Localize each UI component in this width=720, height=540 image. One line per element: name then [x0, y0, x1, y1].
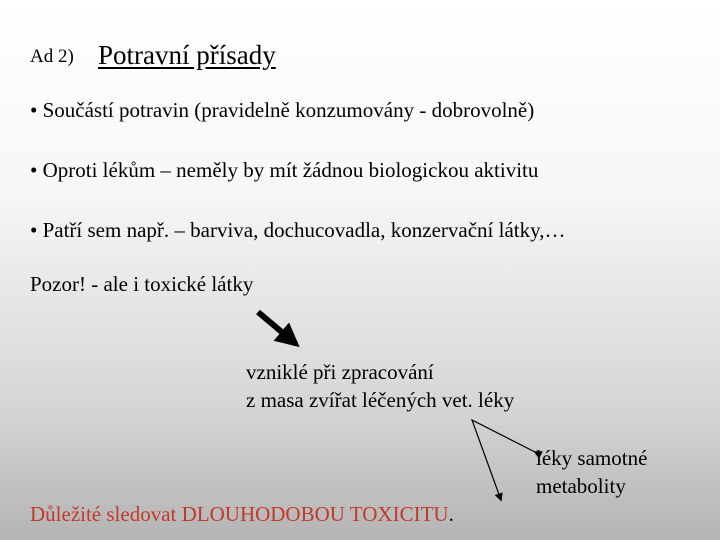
bullet-item: • Oproti lékům – neměly by mít žádnou biologickou aktivitu — [30, 158, 539, 182]
footer-highlight: Důležité sledovat DLOUHODOBOU TOXICITU — [30, 502, 449, 526]
warning-text: Pozor! - ale i toxické látky — [30, 272, 254, 296]
split-arrow-icon — [472, 420, 535, 500]
drugs-note-line: metabolity — [536, 474, 626, 498]
source-note-line: z masa zvířat léčených vet. léky — [246, 388, 515, 412]
bullet-item: • Patří sem např. – barviva, dochucovadla, konzervační látky,… — [30, 218, 566, 242]
source-note — [246, 358, 514, 414]
bullet-item: • Součástí potravin (pravidelně konzumovány - dobrovolně) — [30, 98, 535, 122]
drugs-note — [536, 444, 647, 500]
footer-note — [30, 502, 454, 527]
source-note-line: vzniklé při zpracování — [246, 360, 434, 384]
footer-period: . — [448, 502, 454, 526]
bold-arrow-icon — [258, 312, 296, 344]
drugs-note-line: léky samotné — [536, 446, 648, 470]
slide-title-prefix: Ad 2) — [30, 46, 74, 67]
slide-title: Potravní přísady — [98, 40, 276, 70]
